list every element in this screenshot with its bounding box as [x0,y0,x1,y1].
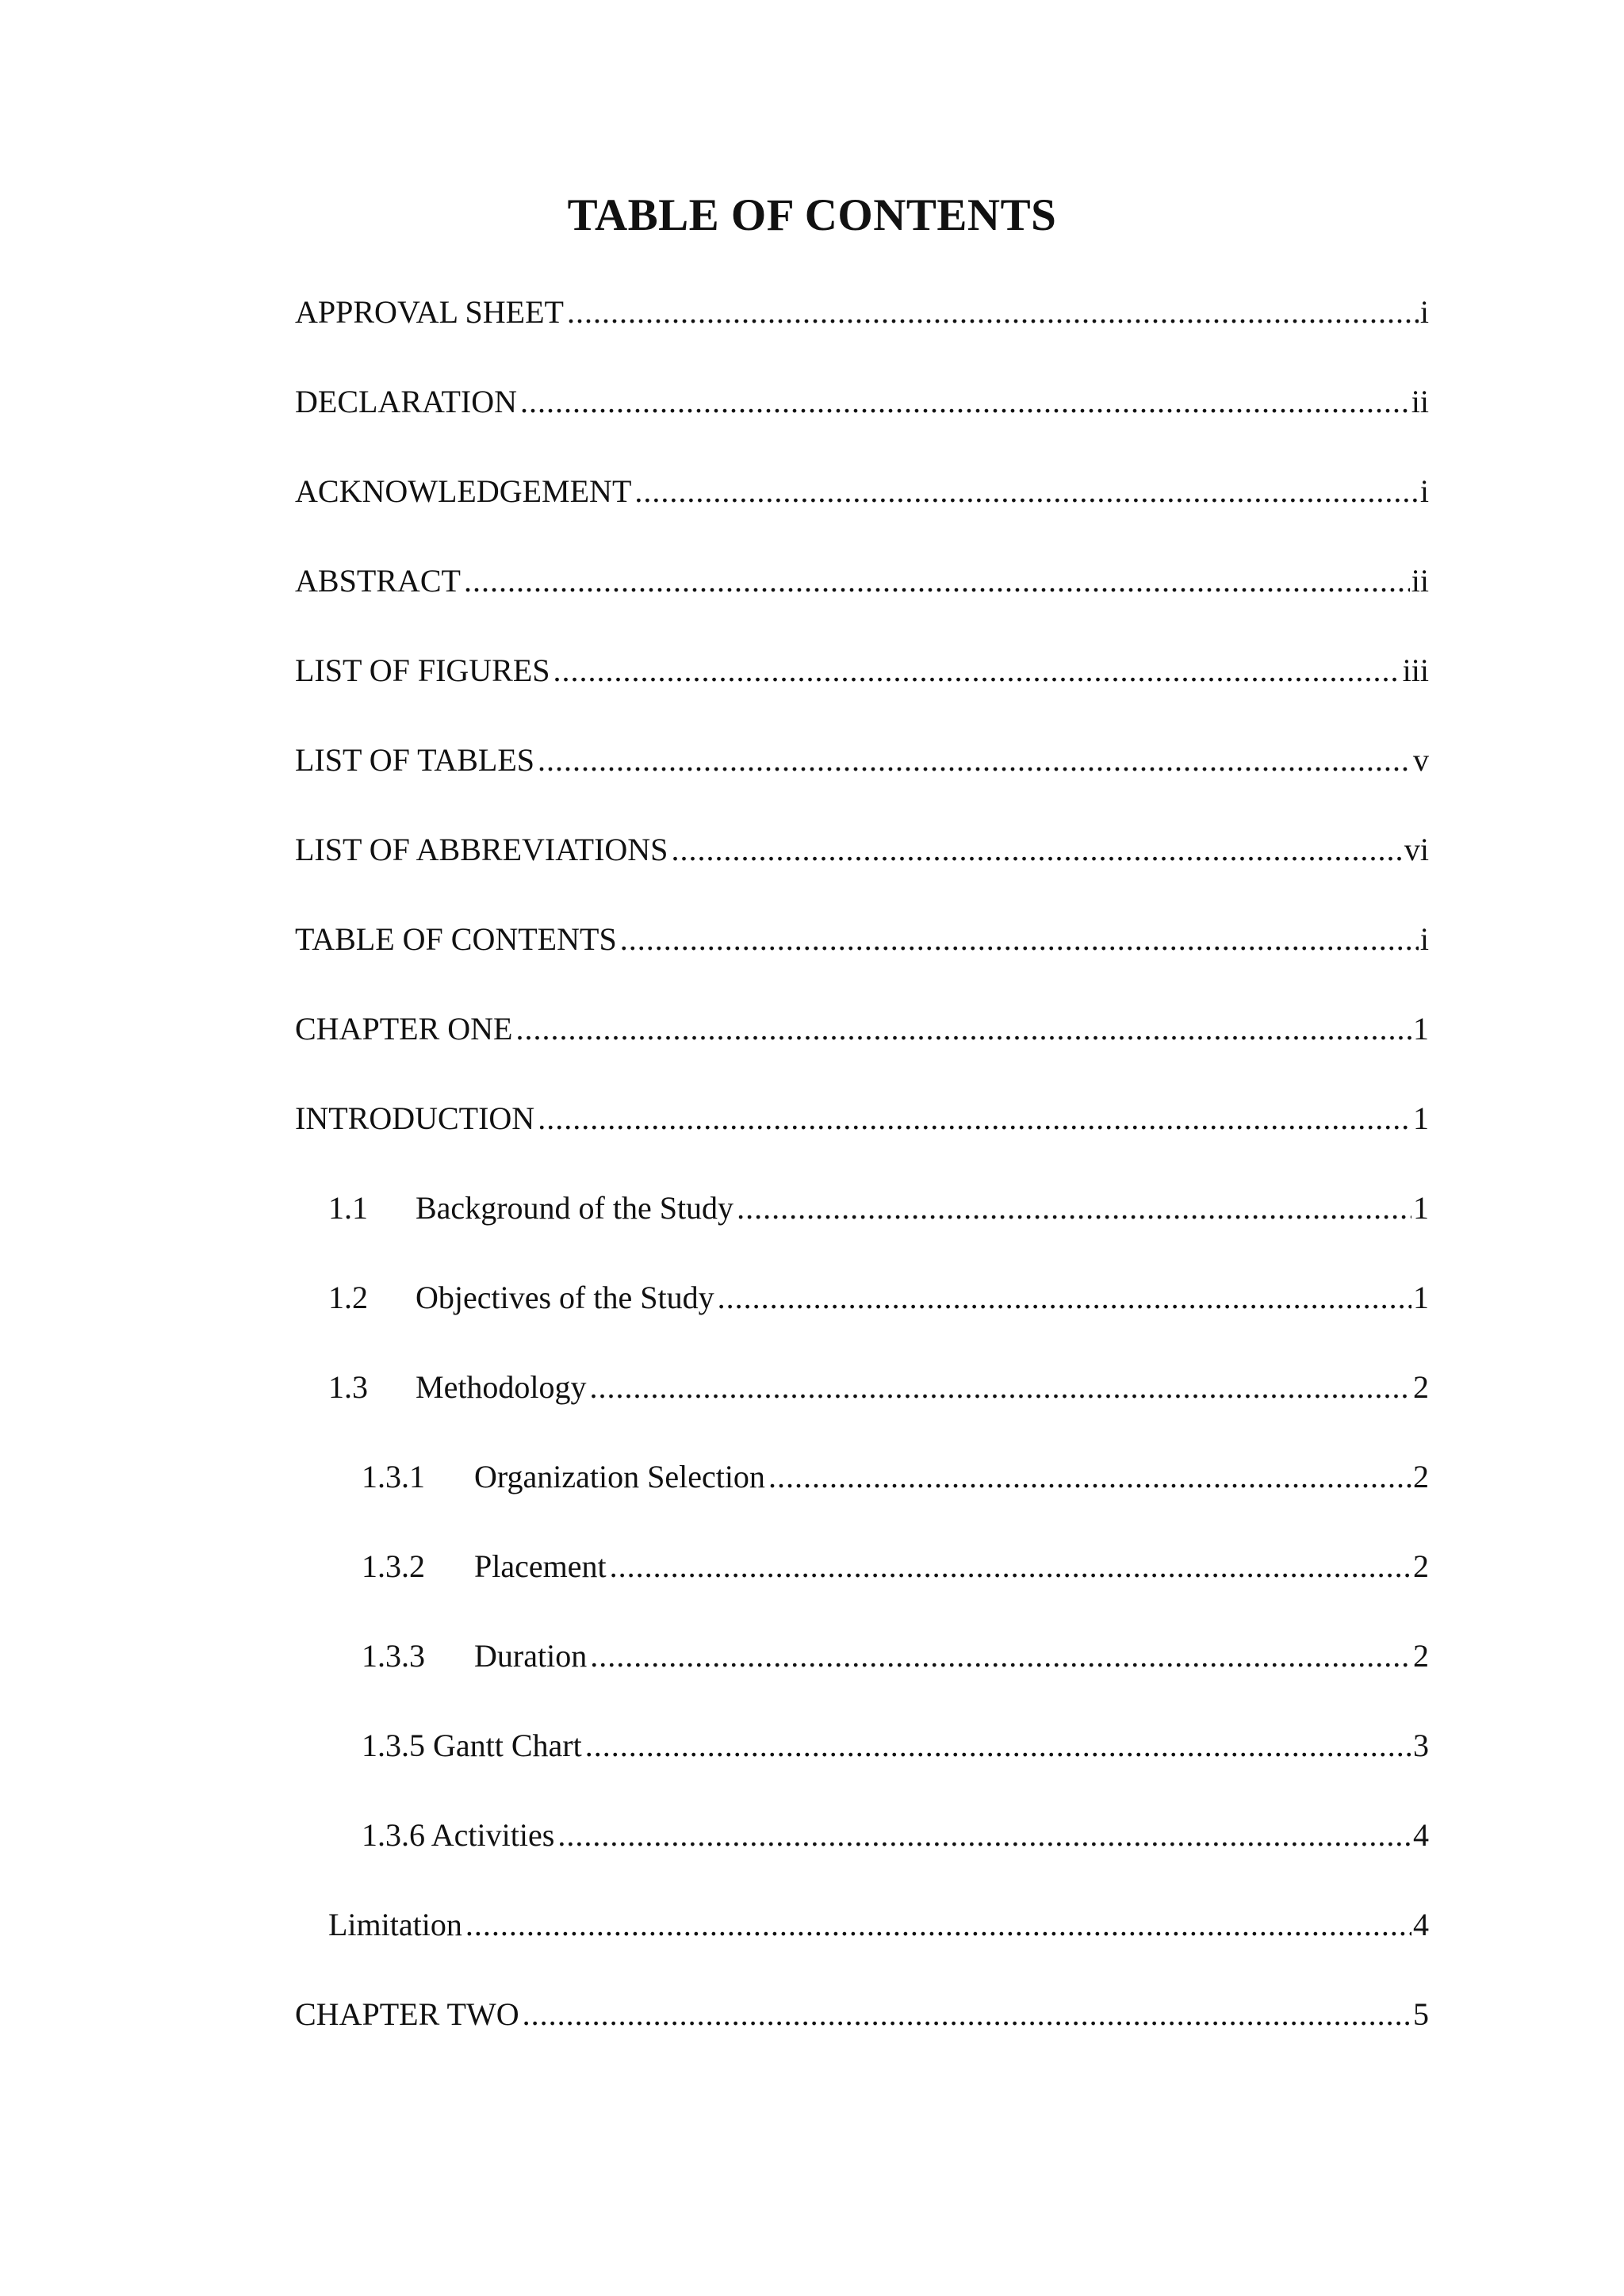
toc-entry[interactable] [295,562,1429,652]
dot-leader [520,383,1410,421]
toc-entry[interactable] [295,1279,1429,1368]
toc-entry[interactable] [295,473,1429,562]
toc-entry-page-number: 1 [1413,1100,1429,1136]
toc-entry-page-number: 5 [1413,1996,1429,2032]
toc-entry-page-number: 2 [1413,1638,1429,1674]
dot-leader [718,1279,1411,1317]
toc-entry-label: APPROVAL SHEET [295,294,564,330]
dot-leader [590,1368,1411,1406]
toc-entry-label: 1.3.5 Gantt Chart [362,1728,582,1763]
toc-entry-page-number: 4 [1413,1817,1429,1853]
toc-entry[interactable] [295,293,1429,383]
toc-entry[interactable] [295,1548,1429,1637]
toc-entry-page-number: iii [1402,652,1429,688]
toc-entry-label: CHAPTER TWO [295,1996,519,2032]
toc-entry[interactable] [295,1727,1429,1816]
toc-entry-number: 1.3.3 [362,1638,425,1674]
dot-leader [610,1548,1411,1586]
toc-entry-label: ACKNOWLEDGEMENT [295,473,632,509]
toc-entry-page-number: ii [1411,384,1429,419]
dot-leader [538,1100,1411,1138]
toc-entry[interactable] [295,920,1429,1010]
toc-entry-label: CHAPTER ONE [295,1011,513,1047]
toc-entry-label: Objectives of the Study [416,1280,714,1315]
toc-entry[interactable] [295,1816,1429,1906]
toc-entry-label: LIST OF FIGURES [295,652,550,688]
toc-entry[interactable] [295,1010,1429,1100]
dot-leader [464,562,1410,600]
toc-entry[interactable] [295,741,1429,831]
dot-leader [671,831,1402,869]
dot-leader [523,1996,1411,2034]
toc-entry[interactable] [295,383,1429,473]
toc-entry-number: 1.1 [328,1190,368,1226]
toc-entry-page-number: i [1419,473,1429,509]
toc-entry[interactable] [295,1368,1429,1458]
toc-entry-label: DECLARATION [295,384,517,419]
toc-entry-page-number: 4 [1413,1907,1429,1942]
page-title: TABLE OF CONTENTS [567,190,1057,240]
dot-leader [620,920,1419,959]
toc-entry-label: Limitation [328,1907,462,1942]
toc-entry-page-number: 1 [1413,1011,1429,1047]
toc-entry-number: 1.3 [328,1369,368,1405]
toc-entry-number: 1.2 [328,1280,368,1315]
dot-leader [538,741,1411,779]
toc-entry-page-number: ii [1411,563,1429,599]
toc-entry-label: LIST OF ABBREVIATIONS [295,832,668,867]
toc-entry[interactable] [295,1100,1429,1189]
toc-entry-page-number: i [1419,921,1429,957]
dot-leader [557,1816,1411,1854]
toc-entry-number: 1.3.1 [362,1459,425,1494]
toc-entry-page-number: 2 [1413,1459,1429,1494]
toc-entry-page-number: 2 [1413,1369,1429,1405]
dot-leader [590,1637,1411,1675]
toc-entry-label: INTRODUCTION [295,1100,535,1136]
toc-entry-label: Placement [474,1548,607,1584]
toc-entry-label: Organization Selection [474,1459,765,1494]
toc-list [295,293,1429,2085]
dot-leader [737,1189,1411,1227]
toc-entry-label: LIST OF TABLES [295,742,535,778]
toc-entry[interactable] [295,1996,1429,2085]
toc-entry-number: 1.3.2 [362,1548,425,1584]
toc-entry[interactable] [295,1189,1429,1279]
toc-entry-label: ABSTRACT [295,563,461,599]
toc-entry-page-number: v [1413,742,1429,778]
toc-entry-label: Duration [474,1638,588,1674]
dot-leader [768,1458,1411,1496]
toc-entry-label: Methodology [416,1369,587,1405]
toc-entry[interactable] [295,652,1429,741]
toc-entry-label: TABLE OF CONTENTS [295,921,617,957]
toc-entry[interactable] [295,1458,1429,1548]
toc-entry[interactable] [295,1906,1429,1996]
dot-leader [634,473,1419,511]
toc-entry-page-number: i [1419,294,1429,330]
toc-entry-page-number: vi [1404,832,1429,867]
toc-entry-page-number: 1 [1413,1190,1429,1226]
toc-entry[interactable] [295,831,1429,920]
dot-leader [465,1906,1411,1944]
toc-entry-page-number: 1 [1413,1280,1429,1315]
toc-entry-page-number: 3 [1413,1728,1429,1763]
toc-entry-label: 1.3.6 Activities [362,1817,555,1853]
toc-entry-page-number: 2 [1413,1548,1429,1584]
toc-entry[interactable] [295,1637,1429,1727]
dot-leader [553,652,1401,690]
dot-leader [567,293,1419,331]
dot-leader [585,1727,1411,1765]
toc-entry-label: Background of the Study [416,1190,734,1226]
dot-leader [515,1010,1411,1048]
